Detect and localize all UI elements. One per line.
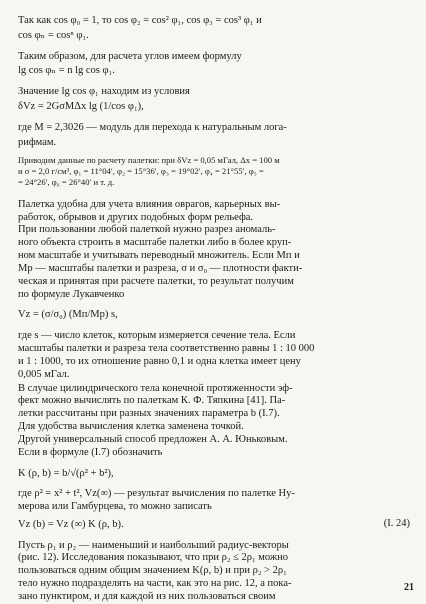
- text-line: и σ = 2,0 г/см³, φ₁ = 11°04′, φ₂ = 15°36′, φ₃ = 19°02′, φ₄ = 21°55′, φ₅ =: [18, 166, 264, 177]
- text-line: K (ρ, b) = b/√(ρ² + b²),: [18, 467, 114, 479]
- text-line: Другой универсальный способ предложен А. А. Юньковым.: [18, 433, 288, 445]
- page-number: 21: [404, 582, 414, 593]
- text-line: масштабы палетки и разреза тела соответственно равны 1 : 10 000: [18, 343, 315, 354]
- text-line: Так как cos φ₀ = 1, то cos φ₂ = cos² φ₁, cos φ₃ = cos³ φ₁ и: [18, 15, 262, 26]
- text-line: пользоваться одним общим значением K(ρ, b) и при ρ₂ > 2ρ₁: [18, 565, 287, 577]
- text-line: cos φₙ = cosⁿ φ₁.: [18, 29, 89, 41]
- text-line: летки рассчитаны при разных значениях параметра b (I.7).: [18, 408, 280, 420]
- text-line: ческая и принятая при расчете палетки, то результат получим: [18, 275, 294, 287]
- text-line: При пользовании любой палеткой нужно разрез аномаль-: [18, 224, 276, 236]
- text-line: δVz = 2GσMΔx lg (1/cos φ₁),: [18, 100, 144, 112]
- text-line: Mр — масштабы палетки и разреза, σ и σ₀ — плотности факти-: [18, 262, 303, 274]
- text-line: ного объекта строить в масштабе палетки либо в более круп-: [18, 237, 292, 249]
- text-line: Приводим данные по расчету палетки: при δVz = 0,05 мГал, Δx = 100 м: [18, 155, 280, 166]
- text-line: зано пунктиром, и для каждой из них пользоваться своим: [18, 591, 276, 602]
- text-line: В случае цилиндрического тела конечной протяженности эф-: [18, 382, 293, 394]
- text-line: тело нужно подразделять на части, как это на рис. 12, а пока-: [18, 578, 292, 590]
- text-line: где s — число клеток, которым измеряется сечение тела. Если: [18, 330, 296, 342]
- text-line: (рис. 12). Исследования показывают, что при ρ₂ ≤ 2ρ₁ можно: [18, 552, 289, 564]
- text-line: 0,005 мГал.: [18, 368, 70, 380]
- text-line: рифмам.: [18, 136, 57, 148]
- text-line: Vz = (σ/σ₀) (Mп/Mр) s,: [18, 309, 118, 321]
- text-line: Палетка удобна для учета влияния оврагов, карьерных вы-: [18, 198, 281, 210]
- text-line: lg cos φₙ = n lg cos φ₁.: [18, 65, 115, 77]
- text-line: = 24°26′, φ₆ = 26°40′ и т. д.: [18, 177, 115, 188]
- text-line: где M = 2,3026 — модуль для перехода к натуральным лога-: [18, 121, 287, 133]
- equation-number: (I. 24): [383, 517, 410, 529]
- text-line: Пусть ρ₁ и ρ₂ — наименьший и наибольший радиус-векторы: [18, 539, 289, 551]
- text-line: Значение lg cos φ₁ находим из условия: [18, 86, 190, 98]
- text-line: и 1 : 1000, то их отношение равно 0,1 и одна клетка имеет цену: [18, 355, 301, 367]
- text-line: мерова или Гамбурцева, то можно записать: [18, 501, 212, 513]
- text-line: ном масштабе и учитывать переводный множитель. Если Mп и: [18, 250, 300, 262]
- text-line: Таким образом, для расчета углов имеем формулу: [18, 50, 242, 62]
- text-line: где ρ² = x² + t², Vz(∞) — результат вычисления по палетке Ну-: [18, 488, 295, 500]
- text-line: Если в формуле (I.7) обозначить: [18, 446, 163, 458]
- text-line: Vz (b) = Vz (∞) K (ρ, b).: [18, 518, 124, 530]
- text-line: работок, обрывов и других подобных форм рельефа.: [18, 211, 254, 223]
- text-line: Для удобства вычисления клетка заменена точкой.: [18, 421, 244, 433]
- text-line: фект можно вычислять по палеткам К. Ф. Тяпкина [41]. Па-: [18, 395, 286, 407]
- text-line: по формуле Лукавченко: [18, 288, 125, 300]
